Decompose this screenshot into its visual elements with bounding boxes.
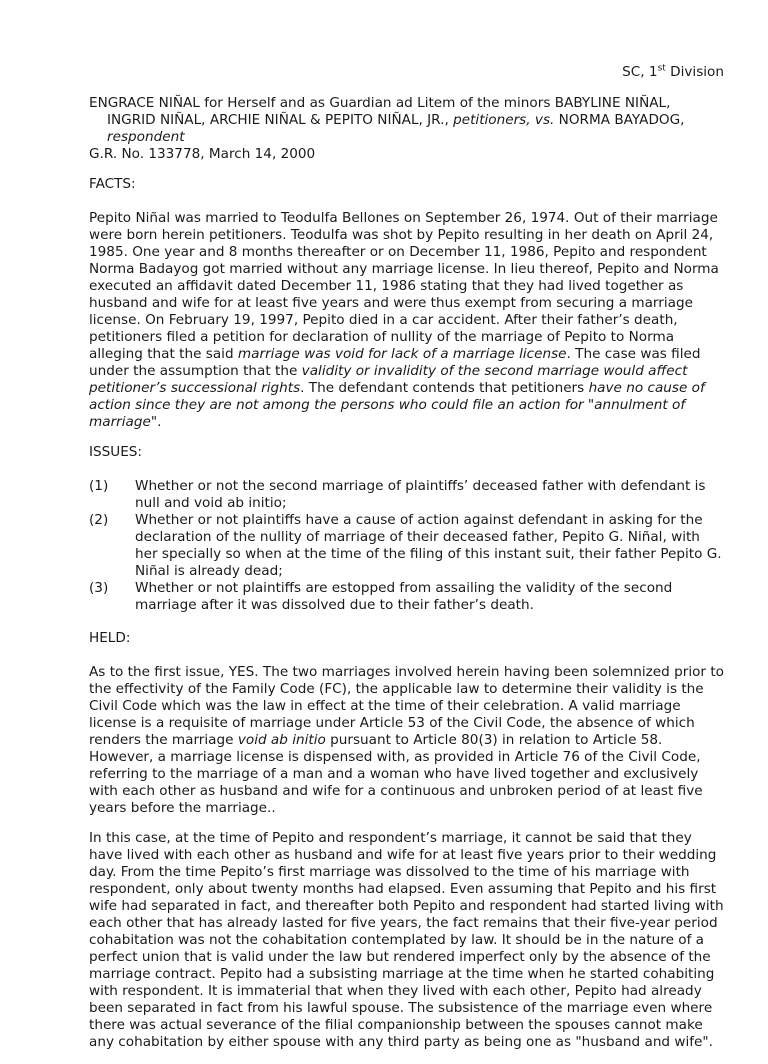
held-text: As to the first issue, YES. The two marriages involved herein having been solemnized prior to the effectivity of the Family Code (FC), the applicable law to determine their validity is the Civil Code which was the law in effect at the time of their celebration. A valid marriage license is a requisite of marriage under Article 53 of the Civil Code, the absence of which renders the marriage xyxy=(89,664,724,748)
issue-text: Whether or not plaintiffs have a cause of action against defendant in asking for the declaration of the nullity of marriage of their deceased father, Pepito G. Niñal, with her specially so when at the time of the filing of this instant suit, their father Pepito G. Niñal is already dead; xyxy=(135,512,722,579)
facts-emphasis: marriage was void for lack of a marriage license xyxy=(237,346,567,362)
issue-number: (3) xyxy=(89,580,109,596)
caption-respondent-name: NORMA BAYADOG, xyxy=(554,112,685,128)
issues-list xyxy=(89,478,724,614)
issue-item xyxy=(89,512,724,580)
facts-emphasis: validity or invalidity of the second marriage would affect petitioner’s successional rights xyxy=(89,363,688,396)
case-number: G.R. No. 133778, March 14, 2000 xyxy=(89,146,316,162)
court-division xyxy=(89,64,724,81)
facts-text: Pepito Niñal was married to Teodulfa Bellones on September 26, 1974. Out of their marriage were born herein petitioners. Teodulfa was shot by Pepito resulting in her death on April 24, 1985. One year and 8 months thereafter or on December 11, 1986, Pepito and respondent Norma Badayog got married without any marriage license. In lieu thereof, Pepito and Norma executed an affidavit dated December 11, 1986 stating that they had lived together as husband and wife for at least five years and were thus exempt from securing a marriage license. On February 19, 1997, Pepito died in a car accident. After their father’s death, petitioners filed a petition for declaration of nullity of the marriage of Pepito to Norma alleging that the said xyxy=(89,210,719,362)
facts-text: . The defendant contends that petitioners xyxy=(300,380,589,396)
held-heading: HELD: xyxy=(89,630,131,646)
facts-text: . xyxy=(157,414,162,430)
issue-number: (1) xyxy=(89,478,109,494)
case-caption xyxy=(89,95,724,163)
held-text: pursuant to Article 80(3) in relation to Article 58. However, a marriage license is dispensed with, as provided in Article 76 of the Civil Code, referring to the marriage of a man and a woman who have lived together and exclusively with each other as husband and wife for a continuous and unbroken period of at least five years before the marriage.. xyxy=(89,732,703,816)
held-emphasis: void ab initio xyxy=(237,732,326,748)
caption-parties: INGRID NIÑAL, ARCHIE NIÑAL & PEPITO NIÑAL, JR., xyxy=(107,112,454,128)
issue-text: Whether or not the second marriage of plaintiffs’ deceased father with defendant is null and void ab initio; xyxy=(135,478,706,511)
court-name: SC, 1 xyxy=(622,64,658,80)
facts-paragraph xyxy=(89,210,724,431)
issues-heading: ISSUES: xyxy=(89,444,143,460)
issue-item xyxy=(89,478,724,512)
ordinal-suffix: st xyxy=(657,63,666,74)
issue-item xyxy=(89,580,724,614)
held-paragraph-2: In this case, at the time of Pepito and respondent’s marriage, it cannot be said that they have lived with each other as husband and wife for at least five years prior to their wedding day. From the time Pepito’s first marriage was dissolved to the time of his marriage with respondent, only about twenty months had elapsed. Even assuming that Pepito and his first wife had separated in fact, and thereafter both Pepito and respondent had started living with each other that has already lasted for five years, the fact remains that their five-year period cohabitation was not the cohabitation contemplated by law. It should be in the nature of a perfect union that is valid under the law but rendered imperfect only by the absence of the marriage contract. Pepito had a subsisting marriage at the time when he started cohabiting with respondent. It is immaterial that when they lived with each other, Pepito had already been separated in fact from his lawful spouse. The subsistence of the marriage even where there was actual severance of the filial companionship between the spouses cannot make any cohabitation by either spouse with any third party as being one as "husband and wife". xyxy=(89,830,724,1050)
held-paragraph-1 xyxy=(89,664,724,817)
facts-emphasis: have no cause of action since they are not among the persons who could file an action for "annulment of marriage" xyxy=(89,380,705,430)
facts-heading: FACTS: xyxy=(89,176,136,192)
caption-petitioners-label: petitioners, vs. xyxy=(453,112,555,128)
document-page xyxy=(89,64,724,1064)
division-label: Division xyxy=(665,64,724,80)
caption-line-1: ENGRACE NIÑAL for Herself and as Guardian ad Litem of the minors BABYLINE NIÑAL, xyxy=(89,95,671,111)
caption-line-2 xyxy=(89,112,724,146)
issue-text: Whether or not plaintiffs are estopped from assailing the validity of the second marriage after it was dissolved due to their father’s death. xyxy=(135,580,673,613)
issue-number: (2) xyxy=(89,512,109,528)
facts-text: . The case was filed under the assumption that the xyxy=(89,346,701,379)
caption-respondent-label: respondent xyxy=(107,129,185,145)
